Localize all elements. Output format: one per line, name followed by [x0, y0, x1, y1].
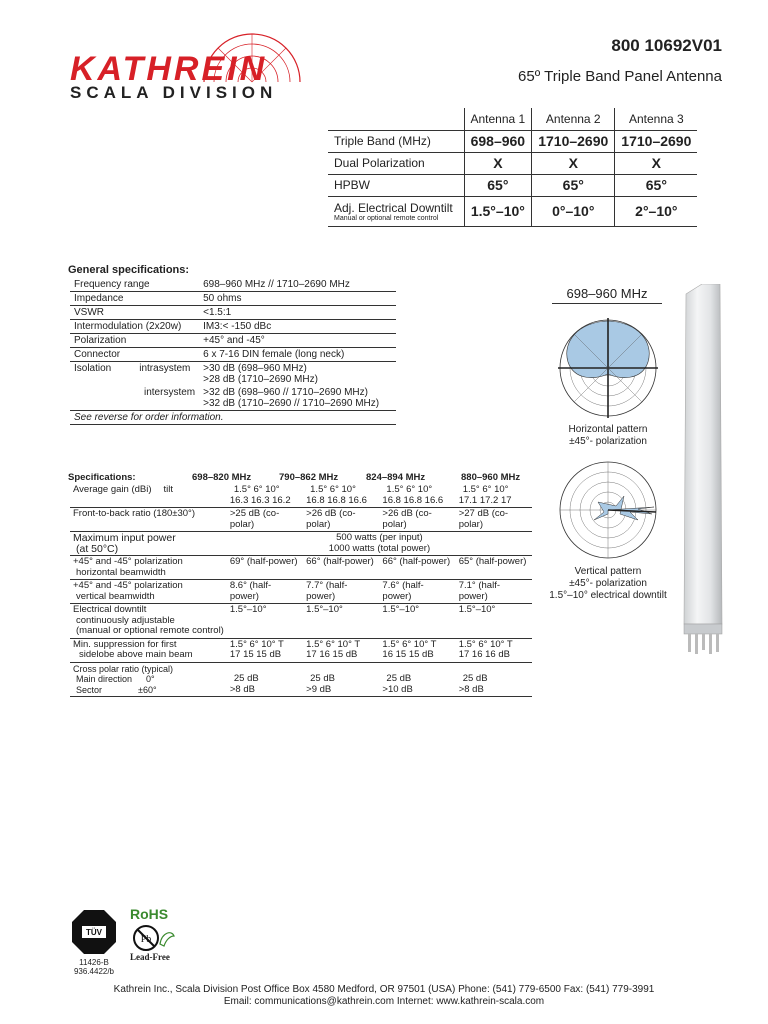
table-row: Electrical downtilt continuously adjustable (manual or optional remote control) 1.5°–10° 1.5°–10° 1.5°–10° 1.5°–10° — [70, 604, 532, 639]
footer-contact: Email: communications@kathrein.com Internet: www.kathrein-scala.com — [223, 996, 545, 1007]
table-row: VSWR <1.5:1 — [70, 306, 396, 320]
pattern-band-title: 698–960 MHz — [552, 286, 662, 304]
table-row: Dual Polarization X X X — [328, 152, 697, 174]
certification-numbers: 11426-B 936.4422/b — [73, 958, 115, 976]
antenna-product-image — [680, 284, 730, 656]
brand-logo: KATHREIN — [70, 50, 268, 88]
summary-table — [328, 108, 697, 227]
svg-text:TÜV: TÜV — [86, 928, 102, 937]
table-row: Connector 6 x 7-16 DIN female (long neck) — [70, 348, 396, 362]
summary-col-1: Antenna 1 — [464, 108, 532, 130]
footer-address: Kathrein Inc., Scala Division Post Office Box 4580 Medford, OR 97501 (USA) Phone: (541) 779-6500 Fax: (541) 779-3991 — [113, 984, 655, 995]
table-row: Polarization +45° and -45° — [70, 334, 396, 348]
table-row: Intermodulation (2x20w) IM3:< -150 dBc — [70, 320, 396, 334]
product-title: 65º Triple Band Panel Antenna — [518, 68, 722, 85]
part-number: 800 10692V01 — [611, 36, 722, 55]
lead-free-icon — [132, 922, 176, 956]
table-row: Min. suppression for first sidelobe above main beam 1.5° 6° 10° T 17 15 15 dB 1.5° 6° 10° T 17 16 15 dB 1.5° 6° 10° T 16 15 15 dB 1.5° 6° 10° T 17 16 16 dB — [70, 638, 532, 662]
rohs-label: RoHS — [130, 906, 169, 922]
table-row: Cross polar ratio (typical) Main direction 0° Sector ±60° 25 dB >8 dB 25 dB >9 dB 25 dB >10 dB 25 dB >8 dB — [70, 662, 532, 697]
table-row: +45° and -45° polarization horizontal beamwidth 69° (half-power) 66° (half-power) 66° (half-power) 65° (half-power) — [70, 556, 532, 580]
horizontal-pattern-plot — [548, 314, 668, 424]
table-row: Impedance 50 ohms — [70, 292, 396, 306]
table-row: intersystem >32 dB (698–960 // 1710–2690 MHz) >32 dB (1710–2690 // 1710–2690 MHz) — [70, 386, 396, 411]
vertical-pattern-plot — [548, 456, 668, 566]
table-row: Maximum input power (at 50°C) 500 watts (per input) 1000 watts (total power) — [70, 532, 532, 556]
horizontal-pattern-caption: Horizontal pattern ±45°- polarization — [568, 424, 648, 447]
tuv-certification-icon — [70, 908, 118, 956]
table-row: Average gain (dBi) tilt 1.5° 6° 10° 16.3 16.3 16.2 1.5° 6° 10° 16.8 16.8 16.6 1.5° 6° 10° 16.8 16.8 16.6 1.5° 6° 10° 17.1 17.2 17 — [70, 484, 532, 508]
spec-table — [70, 484, 532, 697]
vertical-pattern-caption: Vertical pattern ±45°- polarization 1.5°–10° electrical downtilt — [549, 566, 667, 601]
table-row: HPBW 65° 65° 65° — [328, 174, 697, 196]
table-row: Triple Band (MHz) 698–960 1710–2690 1710–2690 — [328, 130, 697, 152]
svg-text:Pb: Pb — [140, 934, 152, 945]
general-spec-table — [70, 278, 396, 425]
summary-col-3: Antenna 3 — [615, 108, 698, 130]
table-row: Front-to-back ratio (180±30°) >25 dB (co-polar) >26 dB (co-polar) >26 dB (co-polar) >27 dB (co-polar) — [70, 508, 532, 532]
table-row: Frequency range 698–960 MHz // 1710–2690 MHz — [70, 278, 396, 292]
general-spec-title: General specifications: — [68, 264, 190, 276]
table-row: +45° and -45° polarization vertical beamwidth 8.6° (half-power) 7.7° (half-power) 7.6° (half-power) 7.1° (half-power) — [70, 580, 532, 604]
lead-free-label: Lead-Free — [130, 952, 170, 962]
table-row: Adj. Electrical Downtilt Manual or optional remote control 1.5°–10° 0°–10° 2°–10° — [328, 196, 697, 226]
table-row — [70, 411, 396, 425]
brand-division: SCALA DIVISION — [70, 83, 278, 102]
table-row: Isolation intrasystem >30 dB (698–960 MHz) >28 dB (1710–2690 MHz) — [74, 363, 318, 385]
order-note: See reverse for order information. — [70, 411, 396, 425]
summary-col-2: Antenna 2 — [532, 108, 615, 130]
